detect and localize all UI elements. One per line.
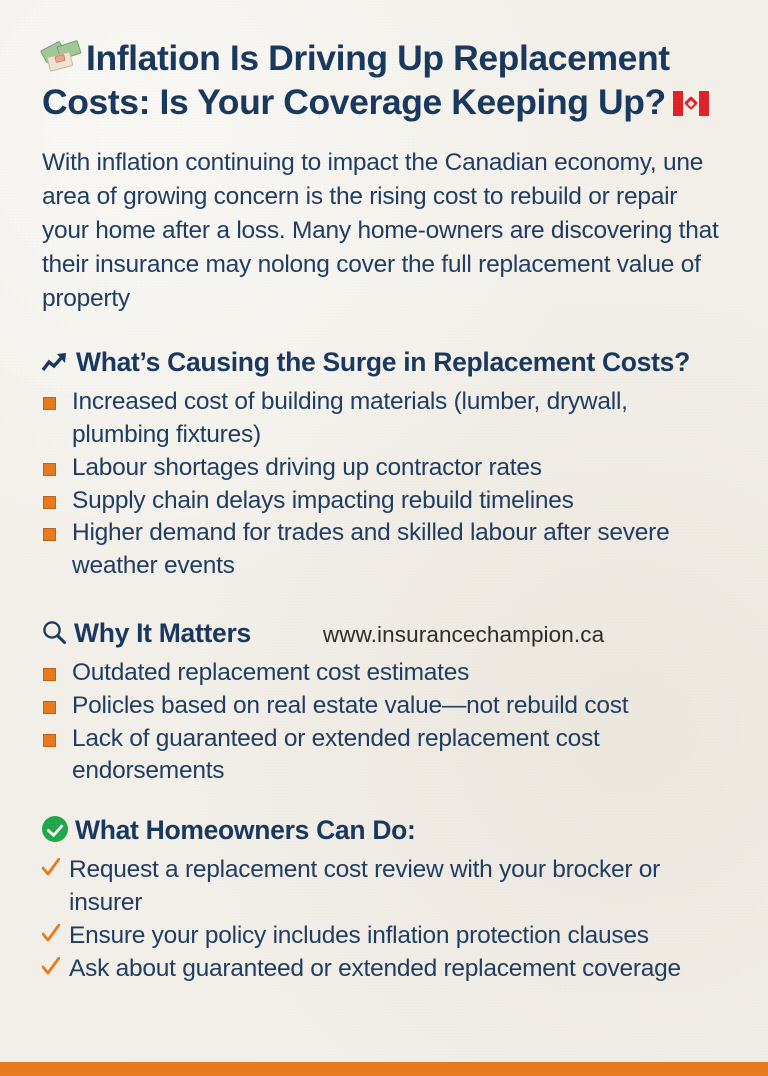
square-bullet-icon (43, 528, 56, 541)
square-bullet-icon (43, 496, 56, 509)
check-mark-icon (42, 924, 60, 944)
money-with-wings-icon (42, 43, 79, 73)
list-item-text: Ensure your policy includes inflation protection clauses (69, 921, 649, 949)
square-bullet-icon (43, 463, 56, 476)
intro-paragraph: With inflation continuing to impact the Canadian economy, une area of growing concern is the rising cost to rebuild or repair your home after a loss. Many home-owners are discovering that their insurance may nolong cover the full replacement value of property (42, 149, 719, 313)
section-why-it-matters-list (42, 657, 726, 788)
square-bullet-icon (43, 668, 56, 681)
page-title-text: Inflation Is Driving Up Replacement Costs: Is Your Coverage Keeping Up? (42, 38, 670, 123)
section-why-it-matters (42, 617, 726, 788)
section-causes-list (42, 386, 726, 583)
page-title (42, 0, 726, 124)
chart-increasing-icon (42, 352, 69, 374)
list-item (42, 723, 726, 789)
list-item-text: Increased cost of building materials (lumber, drywall, plumbing fixtures) (72, 388, 628, 448)
section-why-it-matters-heading-text: Why It Matters (74, 618, 251, 649)
section-what-homeowners-can-do-heading (42, 814, 726, 847)
section-what-homeowners-can-do-heading-text: What Homeowners Can Do: (75, 815, 416, 846)
list-item-text: Request a replacement cost review with your brocker or insurer (69, 856, 661, 916)
list-item (42, 485, 726, 518)
section-causes (42, 346, 726, 583)
section-why-it-matters-header-row (42, 617, 726, 650)
list-item (42, 920, 726, 953)
list-item-text: Policles based on real estate value—not rebuild cost (72, 691, 629, 719)
list-item-text: Higher demand for trades and skilled labour after severe weather events (72, 519, 670, 580)
section-why-it-matters-heading (42, 617, 251, 650)
list-item-text: Labour shortages driving up contractor rates (72, 453, 542, 481)
list-item (42, 452, 726, 485)
check-mark-icon (42, 957, 60, 977)
square-bullet-icon (43, 397, 56, 410)
square-bullet-icon (43, 734, 56, 747)
list-item-text: Supply chain delays impacting rebuild timelines (72, 486, 574, 514)
square-bullet-icon (43, 701, 56, 714)
list-item (42, 854, 726, 920)
section-what-homeowners-can-do (42, 814, 726, 985)
list-item (42, 953, 726, 986)
list-item (42, 386, 726, 452)
section-causes-heading-text: What’s Causing the Surge in Replacement Costs? (76, 347, 690, 378)
list-item (42, 517, 726, 583)
green-check-circle-icon (42, 816, 68, 842)
canada-flag-icon (673, 91, 709, 116)
list-item-text: Lack of guaranteed or extended replacement cost endorsements (72, 724, 600, 785)
magnifying-glass-icon (42, 620, 67, 645)
section-what-homeowners-can-do-list (42, 854, 726, 985)
list-item-text: Outdated replacement cost estimates (72, 658, 470, 686)
check-mark-icon (42, 858, 60, 878)
list-item-text: Ask about guaranteed or extended replacement coverage (69, 954, 681, 982)
list-item (42, 690, 726, 723)
footer-accent-bar (0, 1062, 768, 1076)
website-url[interactable]: www.insurancechampion.ca (322, 622, 605, 648)
section-causes-heading (42, 346, 726, 379)
list-item (42, 657, 726, 690)
